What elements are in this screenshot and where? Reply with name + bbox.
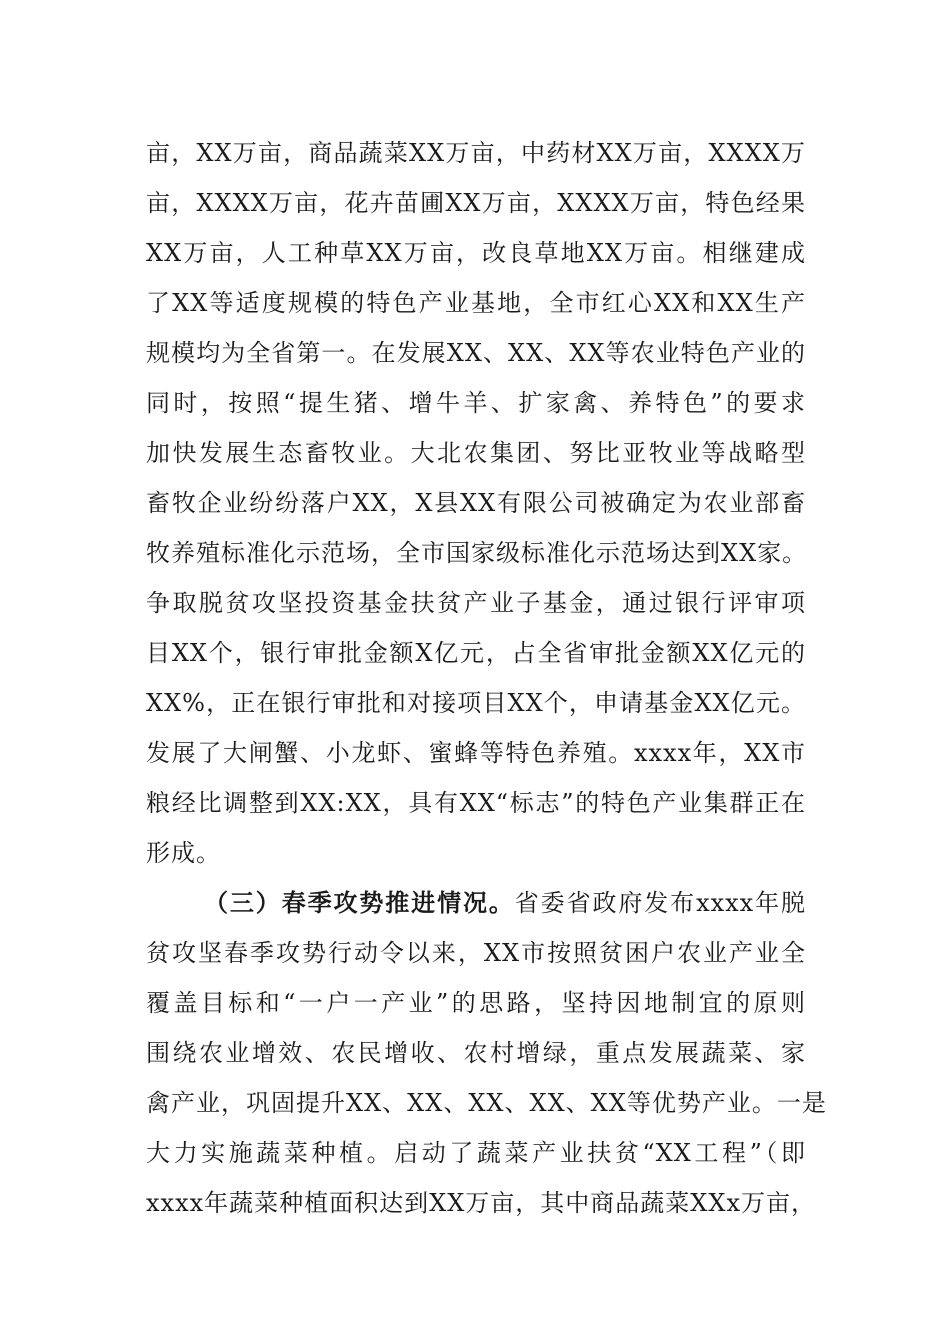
text-line: xxxx年蔬菜种植面积达到XX万亩，其中商品蔬菜XXx万亩， <box>146 1189 817 1217</box>
text-line: 牧养殖标准化示范场，全市国家级标准化示范场达到XX家。 <box>146 539 808 567</box>
section-heading-continuation: 省委省政府发布xxxx年脱 <box>514 889 807 917</box>
text-line: 覆盖目标和“一户一产业”的思路，坚持因地制宜的原则 <box>146 989 806 1017</box>
text-line: 争取脱贫攻坚投资基金扶贫产业子基金，通过银行评审项 <box>146 589 806 617</box>
text-line: 大力实施蔬菜种植。启动了蔬菜产业扶贫“XX工程”（即 <box>146 1139 806 1167</box>
text-line: XX万亩，人工种草XX万亩，改良草地XX万亩。相继建成 <box>146 239 806 267</box>
text-line: 目XX个，银行审批金额X亿元，占全省审批金额XX亿元的 <box>146 639 806 667</box>
text-line: 了XX等适度规模的特色产业基地，全市红心XX和XX生产 <box>146 289 806 317</box>
text-line: 亩，XX万亩，商品蔬菜XX万亩，中药材XX万亩，XXXX万 <box>146 139 806 167</box>
text-line: 粮经比调整到XX:XX，具有XX“标志”的特色产业集群正在 <box>146 789 806 817</box>
paragraph-1 <box>146 128 806 878</box>
text-line: 同时，按照“提生猪、增牛羊、扩家禽、养特色”的要求 <box>146 389 806 417</box>
section-heading-line <box>146 878 806 928</box>
section-heading: （三）春季攻势推进情况。 <box>204 888 515 917</box>
document-body <box>146 128 827 1228</box>
text-line: XX%，正在银行审批和对接项目XX个，申请基金XX亿元。 <box>146 689 806 717</box>
text-line: 亩，XXXX万亩，花卉苗圃XX万亩，XXXX万亩，特色经果 <box>146 189 806 217</box>
text-line: 禽产业，巩固提升XX、XX、XX、XX、XX等优势产业。一是 <box>146 1089 827 1117</box>
text-line: 畜牧企业纷纷落户XX，X县XX有限公司被确定为农业部畜 <box>146 489 806 517</box>
text-line: 规模均为全省第一。在发展XX、XX、XX等农业特色产业的 <box>146 339 806 367</box>
text-line: 加快发展生态畜牧业。大北农集团、努比亚牧业等战略型 <box>146 439 806 467</box>
text-line: 贫攻坚春季攻势行动令以来，XX市按照贫困户农业产业全 <box>146 939 806 967</box>
paragraph-2 <box>146 878 827 1228</box>
text-line: 发展了大闸蟹、小龙虾、蜜蜂等特色养殖。xxxx年，XX市 <box>146 739 806 767</box>
text-line: 形成。 <box>146 839 221 867</box>
text-line: 围绕农业增效、农民增收、农村增绿，重点发展蔬菜、家 <box>146 1039 806 1067</box>
